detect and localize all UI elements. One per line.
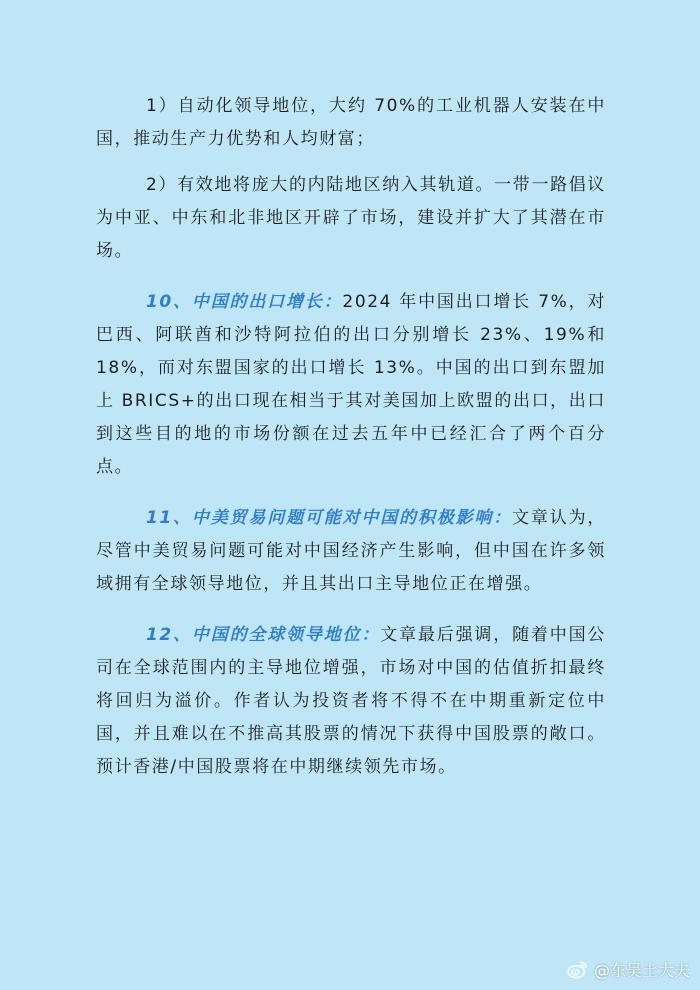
- paragraph-text: 文章最后强调，随着中国公司在全球范围内的主导地位增强，市场对中国的估值折扣最终将回归为溢价。作者认为投资者将不得不在中期重新定位中国，并且难以在不推高其股票的情况下获得中国股票的敞口。预计香港/中国股票将在中期继续领先市场。: [96, 625, 606, 777]
- paragraph-text: 文章认为，尽管中美贸易问题可能对中国经济产生影响，但中国在许多领域拥有全球领导地位，并且其出口主导地位正在增强。: [96, 508, 607, 594]
- watermark: [567, 956, 690, 982]
- section-heading: 11、中美贸易问题可能对中国的积极影响：: [146, 508, 513, 528]
- paragraph-text: 1）自动化领导地位，大约 70%的工业机器人安装在中国，推动生产力优势和人均财富；: [96, 96, 606, 149]
- section-heading: 10、中国的出口增长：: [146, 292, 343, 312]
- paragraph-automation: [96, 90, 606, 156]
- paragraph-inland-regions: [96, 169, 606, 268]
- paragraph-global-leadership: [96, 619, 606, 784]
- paragraph-export-growth: [96, 286, 606, 484]
- watermark-text: @东吴土大夫: [593, 960, 690, 980]
- paragraph-text: 2）有效地将庞大的内陆地区纳入其轨道。一带一路倡议为中亚、中东和北非地区开辟了市场，建设并扩大了其潜在市场。: [96, 175, 606, 261]
- document-page: [96, 90, 606, 784]
- section-heading: 12、中国的全球领导地位：: [146, 625, 381, 645]
- paragraph-text: 2024 年中国出口增长 7%，对巴西、阿联酋和沙特阿拉伯的出口分别增长 23%、19%和 18%，而对东盟国家的出口增长 13%。中国的出口到东盟加上 BRICS+的出口现在相当于其对美国加上欧盟的出口，出口到这些目的地的市场份额在过去五年中已经汇合了两个百分点。: [96, 292, 606, 477]
- paragraph-trade-impact: [96, 502, 606, 601]
- weibo-icon: [567, 959, 589, 979]
